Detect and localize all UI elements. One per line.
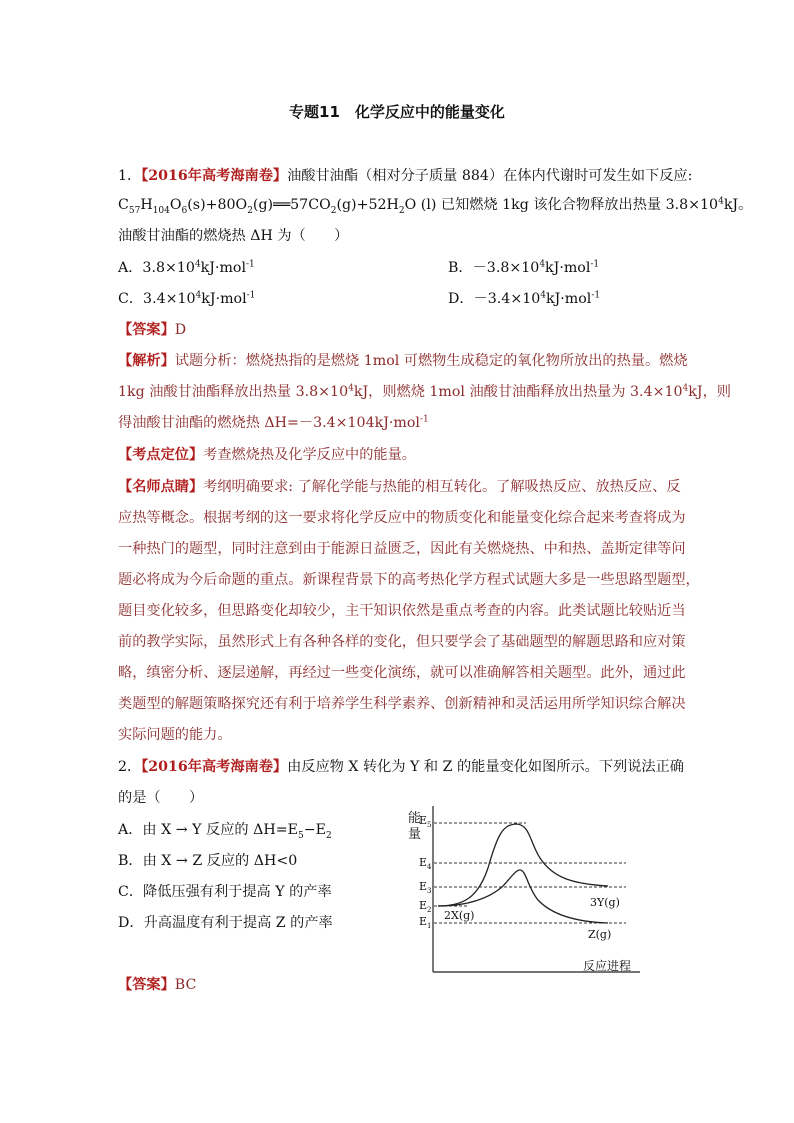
q1-stem-line1 xyxy=(118,166,692,186)
q1-number: 1． xyxy=(118,168,142,184)
opt-sup: 4 xyxy=(540,290,546,301)
opt-sup: 4 xyxy=(539,259,546,270)
eq-text: (s)+80O xyxy=(187,197,248,213)
q1-options-row2 xyxy=(118,289,678,309)
analysis-text: kJ，则 xyxy=(688,384,731,400)
opt-sub: 2 xyxy=(325,830,332,841)
opt-sup: -1 xyxy=(246,290,256,301)
opt-text: kJ·mol xyxy=(545,260,591,276)
q1-analysis-line1 xyxy=(118,351,688,371)
eq-sup: 4 xyxy=(718,196,724,207)
opt-sup: -1 xyxy=(591,290,601,301)
q1-source-tag: 【2016年高考海南卷】 xyxy=(141,168,288,184)
page-title: 专题11 化学反应中的能量变化 xyxy=(289,103,505,121)
level-label-e3: $E_3$ xyxy=(419,880,432,895)
q1-mingshi-line9: 实际问题的能力。 xyxy=(118,727,232,743)
q2-stem-line1 xyxy=(118,757,684,777)
analysis-sup: 4 xyxy=(348,383,354,394)
q1-kaodian xyxy=(118,445,416,465)
q1-mingshi-line5: 题目变化较多，但思路变化却较少，主干知识依然是重点考查的内容。此类试题比较贴近当 xyxy=(118,603,686,619)
q2-answer xyxy=(118,975,196,995)
q1-mingshi-line6: 前的教学实际，虽然形式上有各种各样的变化，但只要学会了基础题型的解题思路和应对策 xyxy=(118,634,686,650)
opt-text: C．3.4×10 xyxy=(118,291,196,307)
q1-analysis-line2 xyxy=(118,382,731,402)
q2-source-tag: 【2016年高考海南卷】 xyxy=(141,759,288,775)
opt-text: A．3.8×10 xyxy=(118,260,195,276)
eq-sub: 2 xyxy=(247,205,253,216)
kaodian-text: 考查燃烧热及化学反应中的能量。 xyxy=(203,447,416,463)
opt-text: kJ·mol xyxy=(200,260,246,276)
eq-sub: 6 xyxy=(181,205,188,216)
opt-sup: 4 xyxy=(194,259,201,270)
opt-text: kJ·mol xyxy=(546,291,592,307)
opt-sup: 4 xyxy=(195,290,202,301)
eq-text: H xyxy=(140,197,153,213)
level-label-e1: $E_1$ xyxy=(419,915,432,930)
q1-mingshi-line7: 略，缜密分析、逐层递解，再经过一些变化演练，就可以准确解答相关题型。此外，通过此 xyxy=(118,665,686,681)
opt-sup: -1 xyxy=(246,259,255,270)
q1-mingshi-line2: 应热等概念。根据考纲的这一要求将化学反应中的物质变化和能量变化综合起来考查将成为 xyxy=(118,510,686,526)
y-axis-label-2: 量 xyxy=(408,827,422,842)
opt-text: B．－3.8×10 xyxy=(448,260,540,276)
analysis-text: kJ，则燃烧 1mol 油酸甘油酯释放出热量为 3.4×10 xyxy=(353,384,683,400)
q1-analysis-line3 xyxy=(118,413,429,433)
label-2x: 2X(g) xyxy=(444,909,475,922)
mingshi-text: 考纲明确要求: 了解化学能与热能的相互转化。了解吸热反应、放热反应、反 xyxy=(203,479,681,495)
answer-tag: 【答案】 xyxy=(118,322,175,338)
energy-diagram xyxy=(408,798,648,976)
q1-mingshi-line8: 类题型的解题策略探究还有利于培养学生科学素养、创新精神和灵活运用所学知识综合解决 xyxy=(118,696,686,712)
eq-sub: 104 xyxy=(152,205,170,216)
q2-option-d: D．升高温度有利于提高 Z 的产率 xyxy=(118,915,333,931)
analysis-text: 试题分析：燃烧热指的是燃烧 1mol 可燃物生成稳定的氧化物所放出的热量。燃烧 xyxy=(174,353,688,369)
opt-text: A．由 X → Y 反应的 ΔH=E xyxy=(118,822,298,838)
eq-text: kJ。 xyxy=(723,197,753,213)
eq-sub: 57 xyxy=(128,205,141,216)
analysis-sup: -1 xyxy=(419,414,429,425)
q2-stem-line2: 的是（ ） xyxy=(118,790,204,806)
eq-text: (g)+52H xyxy=(336,197,399,213)
q1-option-b xyxy=(448,258,599,278)
q1-option-c xyxy=(118,291,255,307)
q1-equation xyxy=(118,195,752,215)
q1-stem-line3: 油酸甘油酯的燃烧热 ΔH 为（ ） xyxy=(118,228,349,244)
label-3y: 3Y(g) xyxy=(590,896,620,909)
opt-text: −E xyxy=(303,822,326,838)
q2-option-c: C．降低压强有利于提高 Y 的产率 xyxy=(118,884,332,900)
opt-sub: 5 xyxy=(297,830,304,841)
x-axis-label: 反应进程 xyxy=(583,959,632,973)
opt-text: D．－3.4×10 xyxy=(448,291,541,307)
q1-option-d xyxy=(448,289,600,309)
eq-sub: 2 xyxy=(330,205,337,216)
kaodian-tag: 【考点定位】 xyxy=(118,447,204,463)
q1-option-a xyxy=(118,260,255,276)
answer-value: D xyxy=(174,322,187,338)
eq-text: C xyxy=(118,197,129,213)
analysis-text: 1kg 油酸甘油酯释放出热量 3.8×10 xyxy=(118,384,349,400)
answer-value: BC xyxy=(174,977,197,993)
q1-mingshi-line4: 题必将成为今后命题的重点。新课程背景下的高考热化学方程式试题大多是一些思路型题型， xyxy=(118,572,700,588)
q2-option-b: B．由 X → Z 反应的 ΔH<0 xyxy=(118,853,298,869)
q1-stem: 油酸甘油酯（相对分子质量 884）在体内代谢时可发生如下反应: xyxy=(287,168,693,184)
opt-text: kJ·mol xyxy=(201,291,247,307)
analysis-sup: 4 xyxy=(682,383,689,394)
eq-text: O (l) 已知燃烧 1kg 该化合物释放出热量 3.8×10 xyxy=(404,197,719,213)
eq-text: O xyxy=(169,197,182,213)
y-axis-label-1: 能 xyxy=(408,811,422,826)
q1-options-row1 xyxy=(118,258,678,278)
q1-answer xyxy=(118,320,186,340)
level-label-e4: $E_4$ xyxy=(419,856,432,871)
q2-stem: 由反应物 X 转化为 Y 和 Z 的能量变化如图所示。下列说法正确 xyxy=(287,759,684,775)
q2-number: 2． xyxy=(118,759,142,775)
q1-mingshi-line3: 一种热门的题型，同时注意到由于能源日益匮乏，因此有关燃烧热、中和热、盖斯定律等问 xyxy=(118,541,686,557)
q2-option-a xyxy=(118,820,332,840)
label-z: Z(g) xyxy=(588,928,612,941)
eq-sub: 2 xyxy=(398,205,405,216)
q1-mingshi-line1 xyxy=(118,477,681,497)
level-label-e2: $E_2$ xyxy=(419,899,432,914)
opt-sup: -1 xyxy=(590,259,600,270)
eq-text: (g)══57CO xyxy=(252,197,331,213)
answer-tag: 【答案】 xyxy=(118,977,175,993)
mingshi-tag: 【名师点睛】 xyxy=(118,479,204,495)
level-label-e5: $E_5$ xyxy=(419,814,432,829)
analysis-tag: 【解析】 xyxy=(118,353,175,369)
curve-x-to-y xyxy=(438,824,608,906)
analysis-text: 得油酸甘油酯的燃烧热 ΔH=－3.4×104kJ·mol xyxy=(118,415,420,431)
